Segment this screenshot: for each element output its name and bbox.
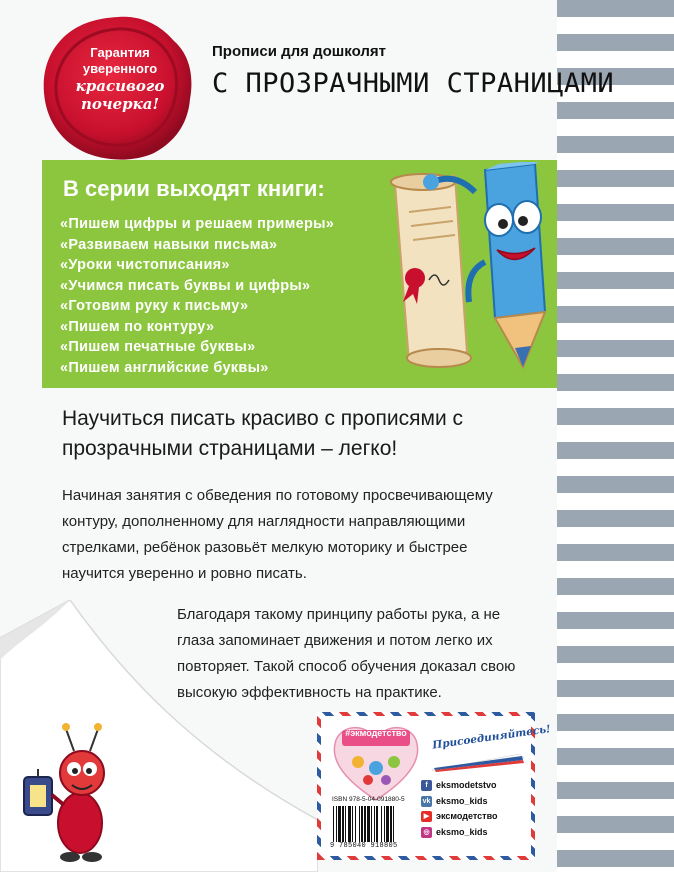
- description-paragraph-2: Благодаря такому принципу работы рука, а не глаза запоминает движения и потом легко их повторяет. Такой способ обучения доказал свою высокую эффективность на практике.: [177, 606, 516, 701]
- instagram-icon: ◎: [421, 827, 432, 838]
- barcode-bar: [384, 806, 385, 842]
- vk-icon: vk: [422, 797, 431, 805]
- decorative-stripes: [557, 0, 674, 872]
- social-item-youtube[interactable]: [421, 809, 498, 825]
- social-item-facebook[interactable]: [421, 778, 498, 794]
- barcode-bar: [371, 806, 372, 842]
- facebook-icon: f: [421, 780, 432, 791]
- barcode-bar: [359, 806, 360, 842]
- series-subtitle: С ПРОЗРАЧНЫМИ СТРАНИЦАМИ: [212, 68, 615, 99]
- social-item-vk[interactable]: [421, 794, 498, 810]
- barcode-bar: [367, 806, 370, 842]
- book-list-heading: В серии выходят книги:: [63, 176, 325, 201]
- barcode-bar: [338, 806, 341, 842]
- barcode-number: 9 785040 918805: [330, 842, 398, 850]
- scroll-icon: [391, 174, 471, 367]
- seal-line-4: почерка!: [80, 95, 160, 113]
- seal-line-2: уверенного: [82, 61, 158, 76]
- barcode-bar: [376, 806, 378, 842]
- description-paragraph-1: Начиная занятия с обведения по готовому просвечивающему контуру, дополненному для наглядности направляющими стрелками, ребёнок разовьёт мелкую моторику и быстрее научится уверенно и ровно писать.: [62, 487, 493, 582]
- isbn-text: ISBN 978-5-04-091880-5: [332, 796, 405, 803]
- barcode-bar: [393, 806, 394, 842]
- barcode-bar: [381, 806, 382, 842]
- social-item-instagram[interactable]: [421, 825, 498, 841]
- seal-line-1: Гарантия: [90, 45, 150, 60]
- social-handle: eksmodetstvo: [436, 780, 497, 791]
- join-us-text: Присоединяйтесь!: [431, 723, 552, 752]
- seal-text: [70, 45, 170, 113]
- book-item: «Уроки чистописания»: [60, 257, 230, 273]
- book-item: «Пишем цифры и решаем примеры»: [60, 216, 335, 232]
- barcode-bar: [364, 806, 366, 842]
- barcode-bar: [355, 806, 356, 842]
- book-list: [60, 214, 334, 378]
- barcode-bar: [348, 806, 351, 842]
- barcode-bar: [342, 806, 344, 842]
- social-handle: eksmo_kids: [436, 795, 488, 806]
- seal-line-3: красивого: [75, 77, 165, 95]
- barcode-bar: [352, 806, 353, 842]
- barcode-bar: [345, 806, 346, 842]
- lead-text: Научиться писать красиво с прописями с прозрачными страницами – легко!: [62, 407, 464, 460]
- barcode-bar: [390, 806, 392, 842]
- book-item: «Пишем печатные буквы»: [60, 339, 256, 355]
- barcode-bar: [333, 806, 334, 842]
- social-handle: eksmo_kids: [436, 826, 488, 837]
- social-handle: эксмодетство: [436, 811, 498, 822]
- book-item: «Пишем по контуру»: [60, 318, 215, 335]
- barcode-icon: [332, 806, 418, 842]
- barcode-bar: [336, 806, 337, 842]
- youtube-icon: ▶: [421, 811, 432, 822]
- firefly-character-icon: [10, 715, 120, 865]
- series-title: Прописи для дошколят: [212, 43, 387, 60]
- book-item: «Готовим руку к письму»: [60, 298, 249, 314]
- heart-hashtag: #экмодетство: [345, 728, 407, 738]
- pencil-mascot-illustration: [375, 162, 560, 387]
- flag-ribbon-icon: [430, 752, 526, 772]
- barcode-bar: [374, 806, 375, 842]
- book-item: «Учимся писать буквы и цифры»: [60, 277, 311, 294]
- social-links: [421, 778, 498, 840]
- barcode-bar: [361, 806, 363, 842]
- book-item: «Развиваем навыки письма»: [60, 236, 278, 253]
- book-item: «Пишем английские буквы»: [60, 359, 269, 376]
- barcode-bar: [386, 806, 389, 842]
